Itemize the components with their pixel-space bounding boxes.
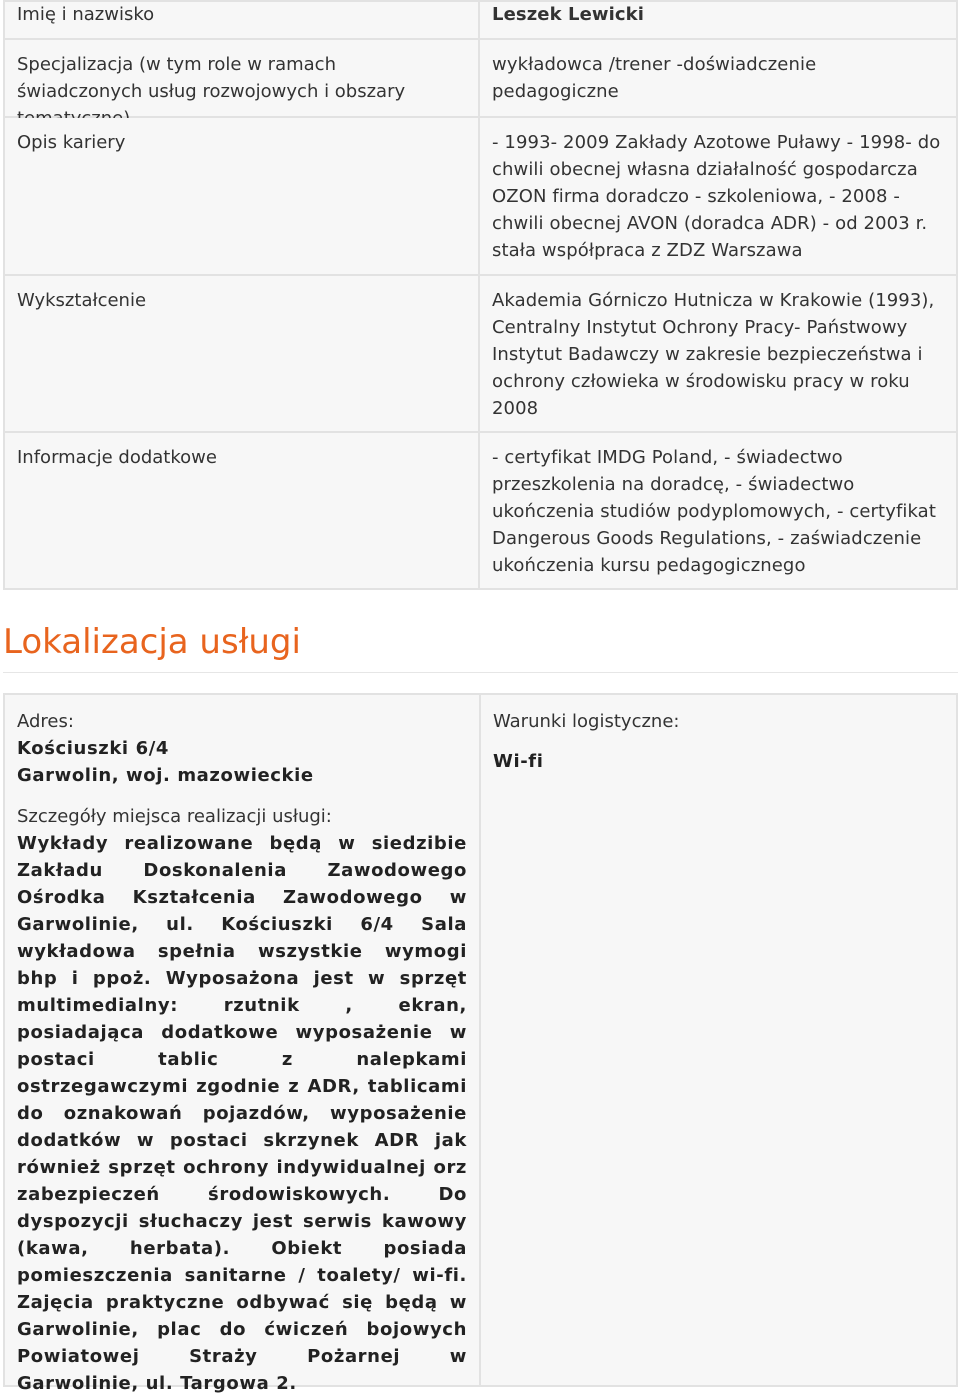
section-heading-location: Lokalizacja usługi [3, 622, 301, 662]
details-text: Wykłady realizowane będą w siedzibie Zakładu Doskonalenia Zawodowego Ośrodka Kształcenia Zawodowego w Garwolinie, ul. Kościuszki 6/4 Sala wykładowa spełnia wszystkie wymogi bhp i ppoż. Wyposażona jest w sprzęt multimedialny: rzutnik , ekran, posiadająca dodatkowe wyposażenie w postaci tablic z nalepkami ostrzegawczymi zgodnie z ADR, tablicami do oznakowań pojazdów, wyposażenie dodatków w postaci skrzynek ADR jak również sprzęt ochrony indywidualnej orz zabezpieczeń środowiskowych. Do dyspozycji słuchaczy jest serwis kawowy (kawa, herbata). Obiekt posiada pomieszczenia sanitarne / toalety/ wi-fi. Zajęcia praktyczne odbywać się będą w Garwolinie, plac do ćwiczeń bojowych Powiatowej Straży Pożarnej w Garwolinie, ul. Targowa 2. [17, 833, 467, 1394]
row-label: Wykształcenie [3, 276, 480, 431]
row-label: Opis kariery [3, 118, 480, 274]
address-label: Adres: [17, 711, 74, 732]
table-row [3, 0, 958, 40]
address-line-2: Garwolin, woj. mazowieckie [17, 765, 314, 786]
row-label: Specjalizacja (w tym role w ramach świadczonych usług rozwojowych i obszary [3, 40, 480, 116]
table-row [3, 40, 958, 118]
row-value: - 1993- 2009 Zakłady Azotowe Puławy - 1998- do chwili obecnej własna działalność gospodarcza OZON firma doradczo - szkoleniowa, - 2008 - chwili obecnej AVON (doradca ADR) - od 2003 r. stała współpraca z ZDZ Warszawa [480, 118, 958, 274]
location-logistics-column [481, 695, 956, 1385]
table-row [3, 118, 958, 276]
logistics-label: Warunki logistyczne: [493, 711, 680, 732]
trainer-name: Leszek Lewicki [480, 2, 958, 38]
location-address-column [5, 695, 481, 1394]
logistics-value: Wi-fi [493, 751, 544, 772]
row-label: Informacje dodatkowe [3, 433, 480, 588]
table-row [3, 276, 958, 433]
row-value: - certyfikat IMDG Poland, - świadectwo przeszkolenia na doradcę, - świadectwo ukończenia studiów podyplomowych, - certyfikat Dangerous Goods Regulations, - zaświadczenie ukończenia kursu pedagogicznego [480, 433, 958, 588]
row-value: wykładowca /trener -doświadczenie pedagogiczne [480, 40, 958, 116]
divider [3, 672, 958, 673]
row-label: Imię i nazwisko [3, 2, 480, 38]
trainer-info-table [3, 0, 958, 590]
address-line-1: Kościuszki 6/4 [17, 738, 169, 759]
details-label: Szczegóły miejsca realizacji usługi: [17, 806, 332, 827]
table-row [3, 433, 958, 590]
location-panel [3, 693, 958, 1394]
row-value: Akademia Górniczo Hutnicza w Krakowie (1993), Centralny Instytut Ochrony Pracy- Państwowy Instytut Badawczy w zakresie bezpieczeństwa i ochrony człowieka w środowisku pracy w roku 2008 [480, 276, 958, 431]
